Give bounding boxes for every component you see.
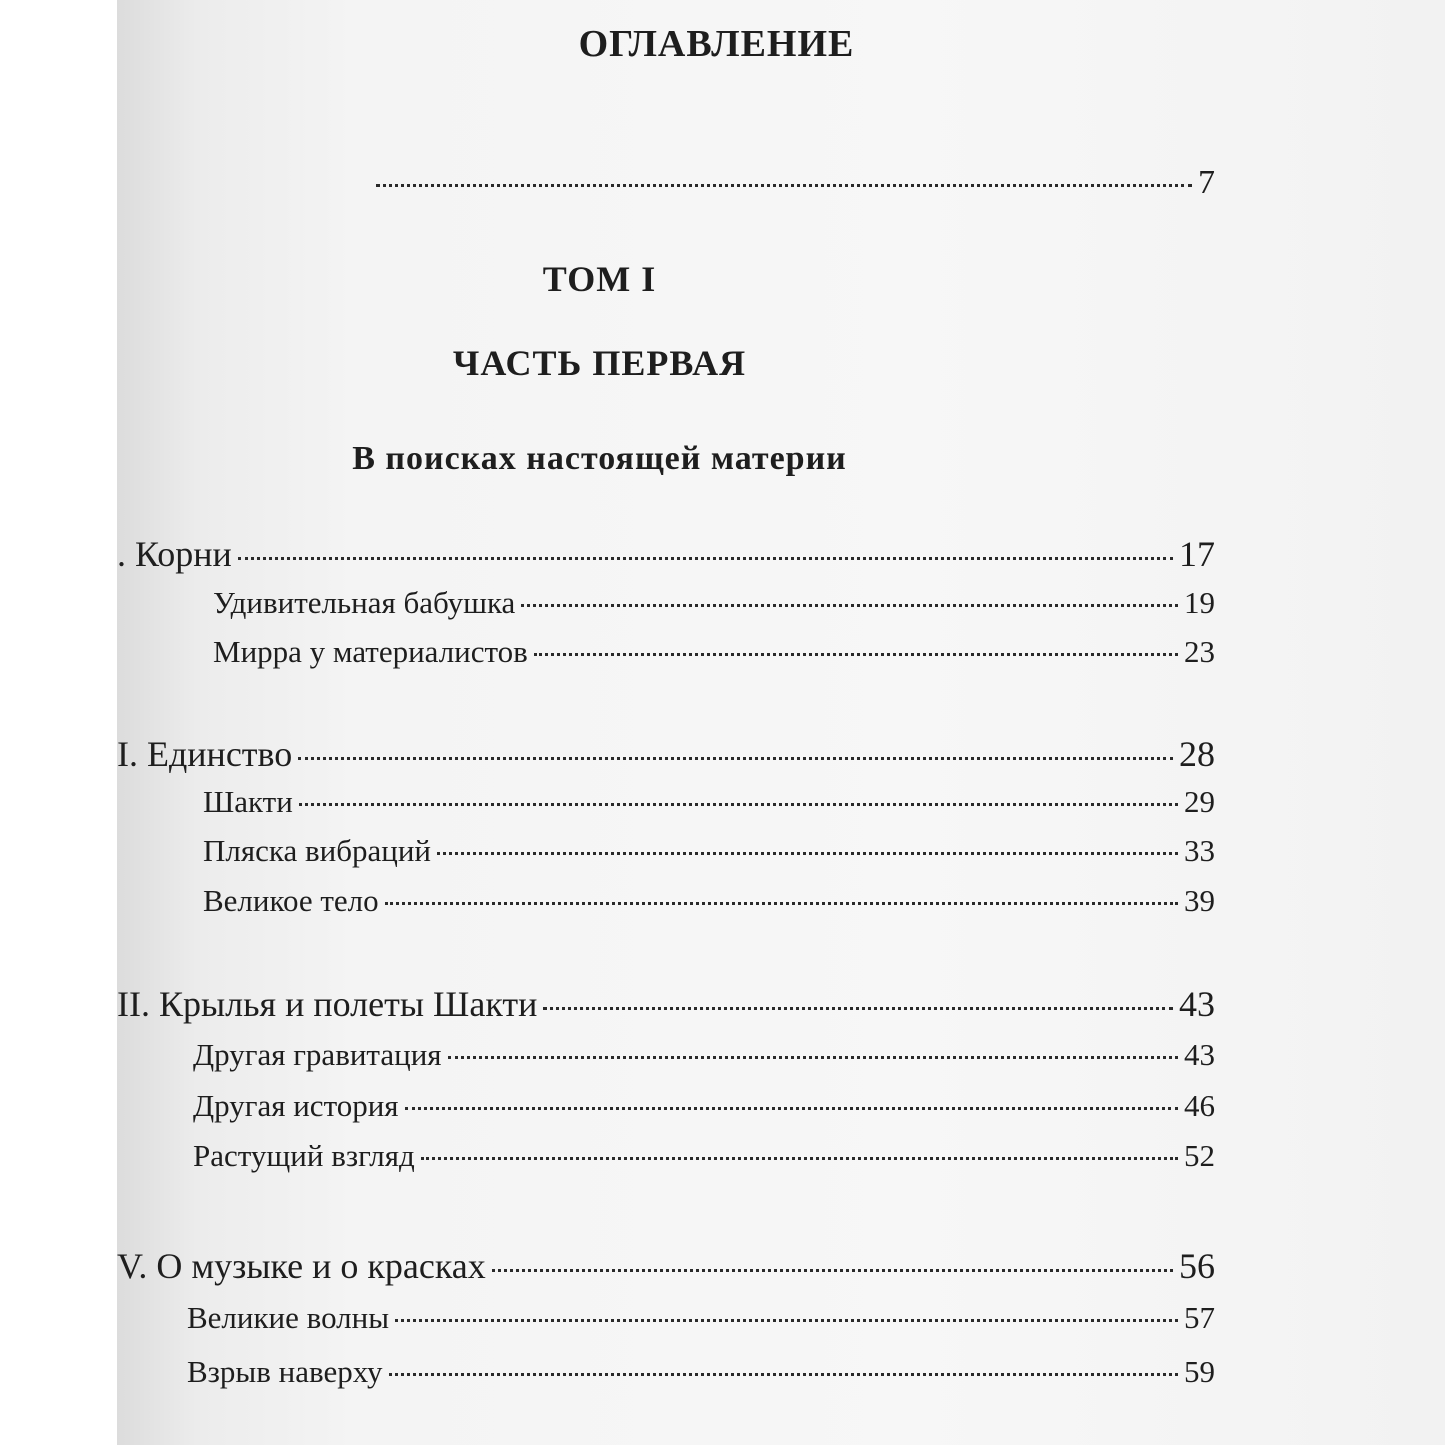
intro-page-number: 7 bbox=[1198, 164, 1215, 201]
toc-label: V. О музыке и о красках bbox=[117, 1246, 486, 1286]
toc-label: I. Единство bbox=[117, 734, 293, 774]
toc-label: Мирра у материалистов bbox=[213, 634, 528, 669]
contents-title: ОГЛАВЛЕНИЕ bbox=[578, 23, 855, 65]
toc-label: Растущий взгляд bbox=[193, 1138, 415, 1173]
dot-leader bbox=[299, 803, 1178, 806]
book-page bbox=[117, 0, 1445, 1445]
dot-leader bbox=[534, 653, 1178, 656]
toc-page-number: 17 bbox=[1179, 534, 1215, 574]
toc-label: Другая гравитация bbox=[193, 1037, 442, 1072]
dot-leader bbox=[238, 557, 1173, 560]
toc-page-number: 29 bbox=[1184, 784, 1215, 819]
toc-label: Другая история bbox=[193, 1088, 399, 1123]
toc-section bbox=[203, 784, 1215, 820]
intro-entry bbox=[370, 164, 1215, 202]
toc-section bbox=[193, 1138, 1215, 1174]
toc-label: Великое тело bbox=[203, 883, 379, 918]
dot-leader bbox=[405, 1107, 1178, 1110]
volume-heading: ТОМ I bbox=[542, 259, 657, 299]
toc-section bbox=[203, 883, 1215, 919]
toc-label: Пляска вибраций bbox=[203, 833, 432, 868]
toc-section bbox=[203, 833, 1215, 869]
toc-label: Великие волны bbox=[187, 1300, 390, 1335]
toc-page-number: 19 bbox=[1184, 585, 1215, 620]
dot-leader bbox=[521, 604, 1178, 607]
dot-leader bbox=[376, 184, 1192, 187]
toc-section bbox=[193, 1088, 1215, 1124]
toc-chapter bbox=[117, 533, 1215, 575]
toc-section bbox=[213, 585, 1215, 621]
part-subtitle: В поисках настоящей материи bbox=[352, 440, 847, 477]
dot-leader bbox=[385, 902, 1178, 905]
dot-leader bbox=[448, 1056, 1178, 1059]
toc-page-number: 28 bbox=[1179, 734, 1215, 774]
toc-page-number: 43 bbox=[1184, 1037, 1215, 1072]
toc-chapter bbox=[117, 983, 1215, 1025]
dot-leader bbox=[421, 1157, 1178, 1160]
toc-chapter bbox=[117, 1245, 1215, 1287]
toc-section bbox=[187, 1300, 1215, 1336]
dot-leader bbox=[437, 852, 1178, 855]
toc-page-number: 52 bbox=[1184, 1138, 1215, 1173]
dot-leader bbox=[492, 1269, 1173, 1272]
toc-section bbox=[193, 1037, 1215, 1073]
toc-label: Удивительная бабушка bbox=[213, 585, 516, 620]
dot-leader bbox=[543, 1007, 1173, 1010]
toc-section bbox=[187, 1354, 1215, 1390]
toc-page-number: 23 bbox=[1184, 634, 1215, 669]
toc-page-number: 57 bbox=[1184, 1300, 1215, 1335]
toc-chapter bbox=[117, 733, 1215, 775]
toc-section bbox=[213, 634, 1215, 670]
toc-page-number: 59 bbox=[1184, 1354, 1215, 1389]
toc-label: II. Крылья и полеты Шакти bbox=[117, 984, 538, 1024]
toc-page-number: 46 bbox=[1184, 1088, 1215, 1123]
toc-label: Шакти bbox=[203, 784, 293, 819]
part-heading: ЧАСТЬ ПЕРВАЯ bbox=[452, 343, 747, 383]
toc-page-number: 33 bbox=[1184, 833, 1215, 868]
dot-leader bbox=[395, 1319, 1178, 1322]
toc-page-number: 39 bbox=[1184, 883, 1215, 918]
toc-label: . Корни bbox=[117, 534, 232, 574]
toc-page-number: 56 bbox=[1179, 1246, 1215, 1286]
toc-page-number: 43 bbox=[1179, 984, 1215, 1024]
dot-leader bbox=[298, 757, 1173, 760]
dot-leader bbox=[389, 1373, 1178, 1376]
toc-label: Взрыв наверху bbox=[187, 1354, 383, 1389]
